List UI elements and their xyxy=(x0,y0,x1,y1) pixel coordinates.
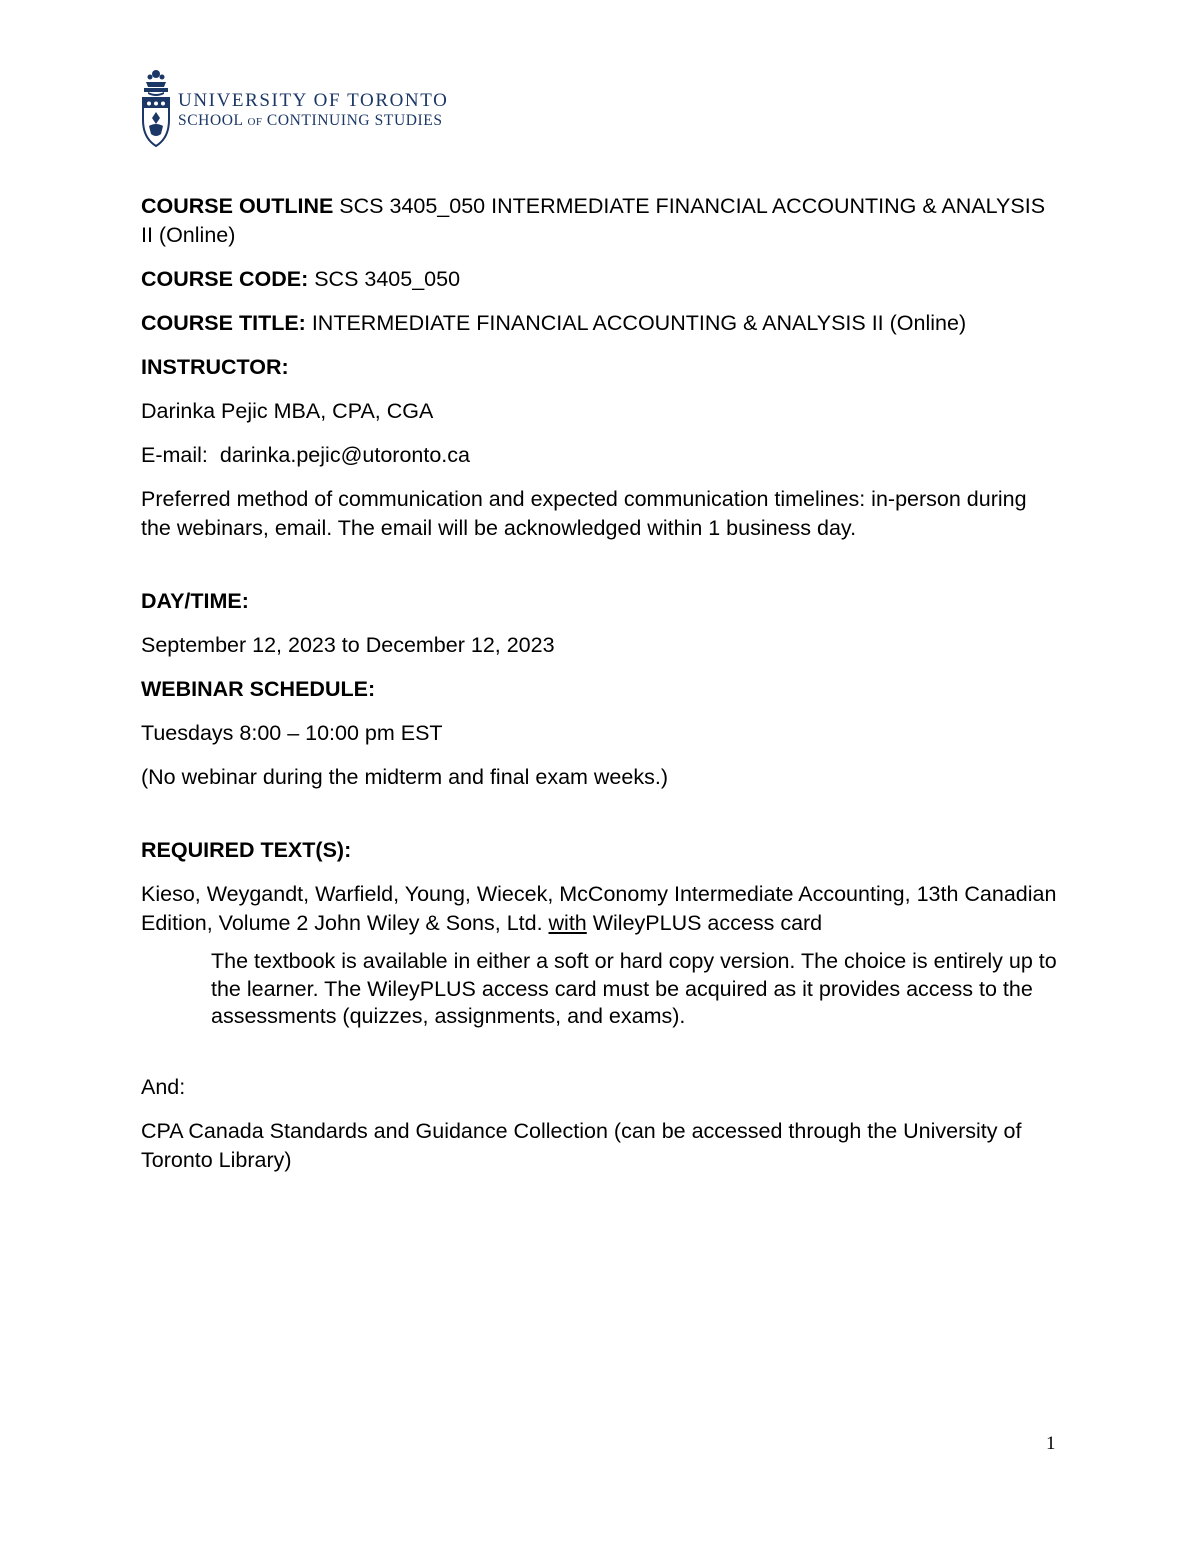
course-outline-label: COURSE OUTLINE xyxy=(141,194,334,218)
and-label: And: xyxy=(141,1074,186,1099)
textbook-note: The textbook is available in either a soft or hard copy version. The choice is entirely up to the learner. The WileyPLUS access card must be acquired as it provides access to the assessments (quizzes, assignments, and exams). xyxy=(211,949,1057,1028)
course-code-value: SCS 3405_050 xyxy=(308,267,461,291)
crest-icon xyxy=(140,68,176,150)
email-label: E-mail: xyxy=(141,443,208,467)
webinar-schedule-value: Tuesdays 8:00 – 10:00 pm EST xyxy=(141,721,443,745)
logo-school-word: SCHOOL xyxy=(178,112,244,129)
logo-continuing-studies: CONTINUING STUDIES xyxy=(266,112,443,129)
required-texts-label: REQUIRED TEXT(S): xyxy=(141,838,352,862)
webinar-schedule-label: WEBINAR SCHEDULE: xyxy=(141,677,376,701)
instructor-name: Darinka Pejic MBA, CPA, CGA xyxy=(141,399,434,423)
page-number: 1 xyxy=(1046,1433,1056,1454)
course-code-line xyxy=(141,265,1061,294)
course-outline-body xyxy=(141,192,1061,1190)
course-outline-value: SCS 3405_050 INTERMEDIATE FINANCIAL ACCOUNTING & ANALYSIS II (Online) xyxy=(141,194,1046,247)
course-title-value: INTERMEDIATE FINANCIAL ACCOUNTING & ANALYSIS II (Online) xyxy=(305,311,967,335)
course-outline-heading xyxy=(141,192,1061,250)
logo-university-name: UNIVERSITY OF TORONTO xyxy=(178,90,449,111)
course-title-label: COURSE TITLE: xyxy=(141,311,306,335)
day-time-label: DAY/TIME: xyxy=(141,589,249,613)
instructor-label: INSTRUCTOR: xyxy=(141,355,289,379)
webinar-schedule-note: (No webinar during the midterm and final exam weeks.) xyxy=(141,765,668,789)
course-code-label: COURSE CODE: xyxy=(141,267,309,291)
instructor-email: darinka.pejic@utoronto.ca xyxy=(219,443,470,467)
instructor-email-line xyxy=(141,441,1061,470)
university-logo xyxy=(140,68,480,150)
logo-of-word: OF xyxy=(247,116,263,128)
day-time-value: September 12, 2023 to December 12, 2023 xyxy=(141,633,555,657)
communication-method: Preferred method of communication and expected communication timelines: in-person during the webinars, email. The email will be acknowledged within 1 business day. xyxy=(141,487,1027,540)
textbook-access-card: WileyPLUS access card xyxy=(586,911,823,935)
cpa-collection: CPA Canada Standards and Guidance Collection (can be accessed through the University of Toronto Library) xyxy=(141,1118,1022,1172)
logo-wordmark xyxy=(178,90,448,131)
textbook-with: with xyxy=(548,911,587,935)
logo-school-name xyxy=(178,112,448,131)
textbook-citation: Kieso, Weygandt, Warfield, Young, Wiecek, McConomy Intermediate Accounting, 13th Canadian Edition, Volume 2 John Wiley & Sons, Ltd. xyxy=(141,882,1057,935)
required-textbook xyxy=(141,880,1061,938)
course-title-line xyxy=(141,309,1061,338)
